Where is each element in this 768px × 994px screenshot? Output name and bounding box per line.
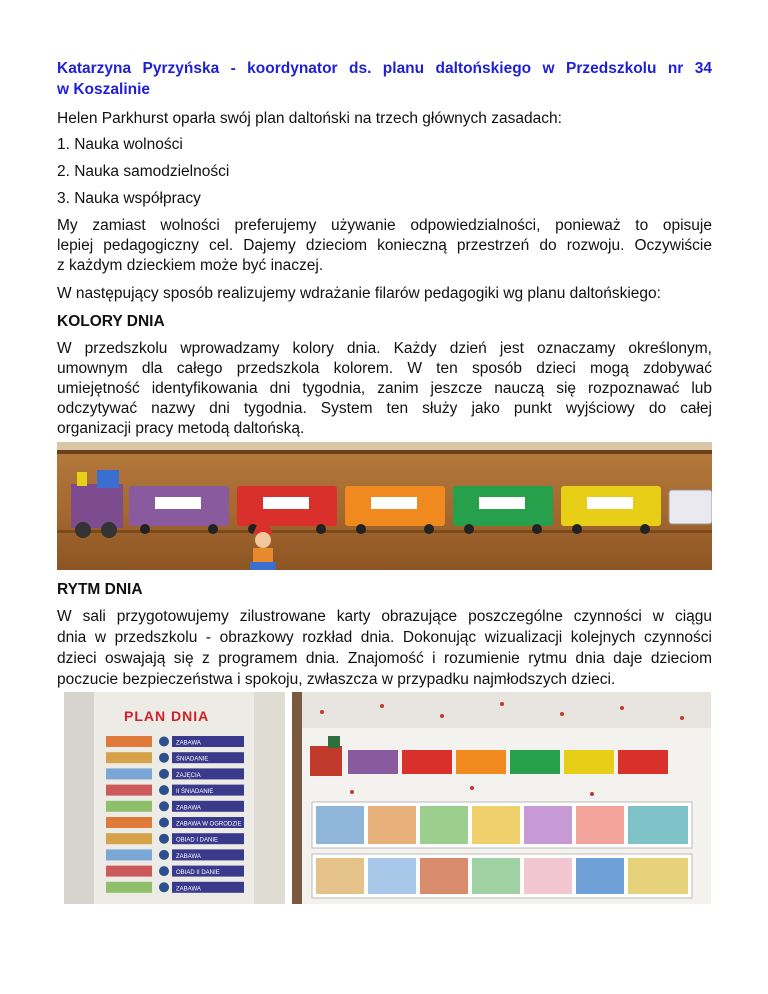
plan-row-clock: [159, 834, 169, 844]
plan-row-label: OBIAD II DANIE: [176, 870, 220, 877]
plan-row-icon: [106, 785, 152, 796]
plan-dnia-title: PLAN DNIA: [124, 708, 210, 724]
plan-row-label: II ŚNIADANIE: [176, 789, 214, 796]
plan-row-label: ZABAWA: [176, 805, 201, 812]
s2-line-4: poczucie bezpieczeństwa i spokoju, zwłaszcza w przypadku najmłodszych dzieci.: [57, 671, 616, 688]
para1-line-3: z każdym dzieckiem może być inaczej.: [57, 257, 324, 274]
s1-line-4: odczytywać nazwy dni tygodnia. System ten służy jako punkt wyjściowy do całej: [57, 400, 712, 417]
photo-plan-dnia: [64, 692, 285, 904]
plan-row-clock: [159, 801, 169, 811]
plan-row-clock: [159, 769, 169, 779]
plan-row-clock: [159, 866, 169, 876]
plan-row-label: ZABAWA: [176, 740, 201, 747]
s1-line-3: umiejętność identyfikowania dni tygodnia, zanim jeszcze nauczą się rozpoznawać lub: [57, 380, 712, 397]
wagon-white: [669, 490, 712, 524]
s2-line-2: dnia w przedszkolu - obrazkowy rozkład dnia. Dokonując wizualizacji kolejnych czynności: [57, 629, 712, 646]
author-line-1: Katarzyna Pyrzyńska - koordynator ds. planu daltońskiego w Przedszkolu nr 34: [57, 60, 712, 77]
plan-row-icon: [106, 801, 152, 812]
principle-1: 1. Nauka wolności: [57, 136, 183, 153]
locomotive: [71, 470, 123, 538]
author-line: [57, 58, 712, 79]
plan-row-icon: [106, 817, 152, 828]
plan-row-clock: [159, 737, 169, 747]
para2: W następujący sposób realizujemy wdrażanie filarów pedagogiki wg planu daltońskiego:: [57, 285, 661, 302]
train-photo-graphic: [57, 442, 712, 570]
s1-line-2: umownym dla całego przedszkola kolorem. W ten sposób dzieci mogą zdobywać: [57, 360, 712, 377]
intro-paragraph: Helen Parkhurst oparła swój plan daltoński na trzech głównych zasadach:: [57, 110, 562, 127]
plan-row-label: ZABAWA: [176, 853, 201, 860]
plan-row-clock: [159, 882, 169, 892]
plan-row-label: OBIAD I DANIE: [176, 837, 219, 844]
para1-line-1: My zamiast wolności preferujemy używanie odpowiedzialności, ponieważ to opisuje: [57, 217, 712, 234]
plan-row-icon: [106, 768, 152, 779]
plan-row-clock: [159, 753, 169, 763]
author-line-2: w Koszalinie: [57, 81, 151, 98]
plan-row-label: ŚNIADANIE: [176, 756, 209, 763]
plan-row-icon: [106, 833, 152, 844]
photo-schedule-cards: [292, 692, 711, 904]
photo-train-colors: [57, 442, 712, 570]
plan-row-icon: [106, 849, 152, 860]
s2-line-1: W sali przygotowujemy zilustrowane karty obrazujące poszczególne czynności w ciągu: [57, 608, 712, 625]
section-heading-rytm: RYTM DNIA: [57, 581, 143, 598]
plan-row-label: ZAJĘCIA: [176, 772, 201, 779]
plan-row-icon: [106, 752, 152, 763]
schedule-photo-graphic: [292, 692, 711, 904]
plan-rows: [106, 736, 244, 893]
s1-line-1: W przedszkolu wprowadzamy kolory dnia. Każdy dzień jest oznaczamy określonym,: [57, 340, 712, 357]
plan-row-icon: [106, 882, 152, 893]
s2-line-3: dzieci oswajają się z programem dnia. Znajomość i rozumienie rytmu dnia daje dzieciom: [57, 650, 712, 667]
plan-row-clock: [159, 785, 169, 795]
principle-2: 2. Nauka samodzielności: [57, 163, 230, 180]
plan-row-clock: [159, 850, 169, 860]
plan-row-label: ZABAWA W OGRODZIE: [176, 821, 242, 828]
plan-row-clock: [159, 818, 169, 828]
plan-row-icon: [106, 736, 152, 747]
s1-line-5: organizacji pracy metodą daltońską.: [57, 420, 305, 437]
plan-row-label: ZABAWA: [176, 886, 201, 893]
plan-board-graphic: [64, 692, 285, 904]
plan-row-icon: [106, 866, 152, 877]
section-heading-kolory: KOLORY DNIA: [57, 313, 165, 330]
principle-3: 3. Nauka współpracy: [57, 190, 201, 207]
para1-line-2: lepiej pedagogiczny cel. Dajemy dzieciom konieczną przestrzeń do rozwoju. Oczywiście: [57, 237, 712, 254]
